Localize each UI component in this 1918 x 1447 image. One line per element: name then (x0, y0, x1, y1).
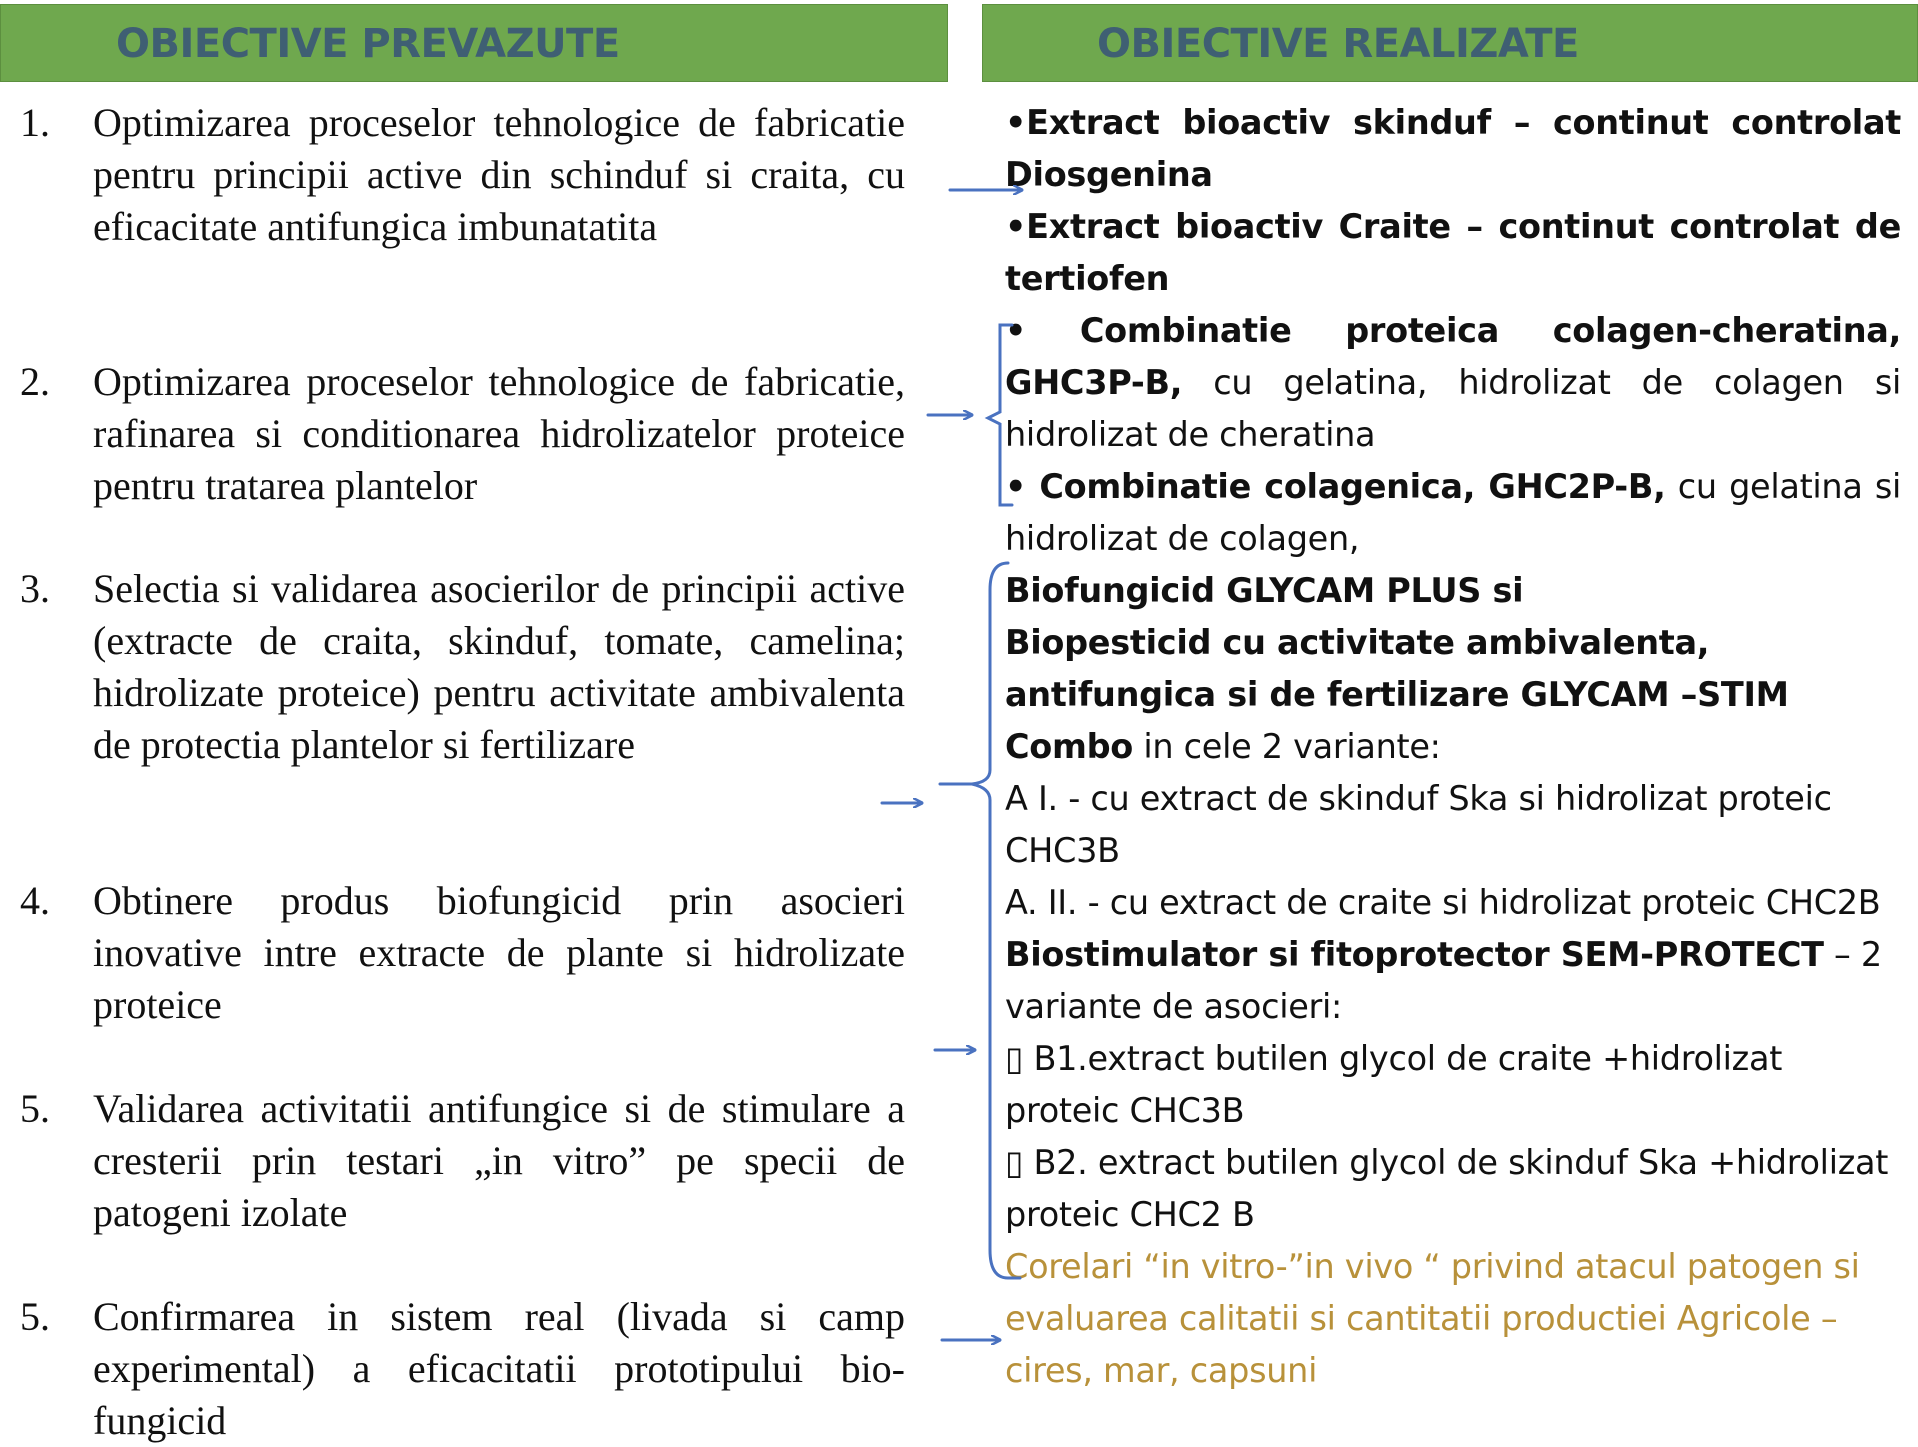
achieved-item-glycam-stim: Biopesticid cu activitate ambivalenta, antifungica si de fertilizare GLYCAM –STIM Combo in cele 2 variante: (1005, 623, 1789, 766)
header-achieved-title: OBIECTIVE REALIZATE (1097, 21, 1579, 67)
objective-number: 5. (20, 1086, 50, 1131)
objective-text: Optimizarea proceselor tehnologice de fabricatie pentru principii active din schinduf si craita, cu eficacitate antifungica imbunatatita (93, 100, 905, 249)
achieved-item-extract-skinduf: •Extract bioactiv skinduf – continut controlat Diosgenina (1005, 103, 1901, 194)
brace-icon (988, 325, 1012, 505)
achieved-item-ghc3p: • Combinatie proteica colagen-cheratina, GHC3P-B, cu gelatina, hidrolizat de colagen si hidrolizat de cheratina (1005, 311, 1901, 454)
objective-number: 2. (20, 359, 50, 404)
objective-text: Selectia si validarea asocierilor de principii active (extracte de craita, skinduf, tomate, camelina; hidrolizate proteice) pentru activitate ambivalenta de protectia plantelor si fertilizare (93, 566, 905, 767)
header-planned-title: OBIECTIVE PREVAZUTE (116, 21, 620, 67)
achieved-item-glycam-plus: Biofungicid GLYCAM PLUS si (1005, 571, 1524, 610)
achieved-item-variant-a1: A I. - cu extract de skinduf Ska si hidrolizat proteic CHC3B (1005, 779, 1832, 870)
achieved-item-correlations: Corelari “in vitro-”in vivo “ privind atacul patogen si evaluarea calitatii si cantitatii productiei Agricole – cires, mar, capsuni (1005, 1247, 1860, 1390)
achieved-item-sem-protect: Biostimulator si fitoprotector SEM-PROTECT – 2 variante de asocieri: (1005, 935, 1882, 1026)
objective-number: 4. (20, 878, 50, 923)
achieved-item-variant-b1: ▯ B1.extract butilen glycol de craite +hidrolizat proteic CHC3B (1005, 1039, 1783, 1130)
achieved-item-extract-craite: •Extract bioactiv Craite – continut controlat de tertiofen (1005, 207, 1901, 298)
achieved-item-ghc2p: • Combinatie colagenica, GHC2P-B, cu gelatina si hidrolizat de colagen, (1005, 467, 1901, 558)
objective-number: 5. (20, 1294, 50, 1339)
objective-text: Confirmarea in sistem real (livada si camp experimental) a eficacitatii prototipului bio-fungicid (93, 1294, 905, 1443)
objective-text: Validarea activitatii antifungice si de stimulare a cresterii prin testari „in vitro” pe specii de patogeni izolate (93, 1086, 905, 1235)
objective-number: 1. (20, 100, 50, 145)
objective-text: Optimizarea proceselor tehnologice de fabricatie, rafinarea si conditionarea hidrolizatelor proteice pentru tratarea plantelor (93, 359, 905, 508)
objective-number: 3. (20, 566, 50, 611)
achieved-item-variant-b2: ▯ B2. extract butilen glycol de skinduf Ska +hidrolizat proteic CHC2 B (1005, 1143, 1889, 1234)
brace-icon (972, 563, 1020, 1278)
objective-text: Obtinere produs biofungicid prin asocieri inovative intre extracte de plante si hidrolizate proteice (93, 878, 905, 1027)
achieved-item-variant-a2: A. II. - cu extract de craite si hidrolizat proteic CHC2B (1005, 883, 1881, 922)
